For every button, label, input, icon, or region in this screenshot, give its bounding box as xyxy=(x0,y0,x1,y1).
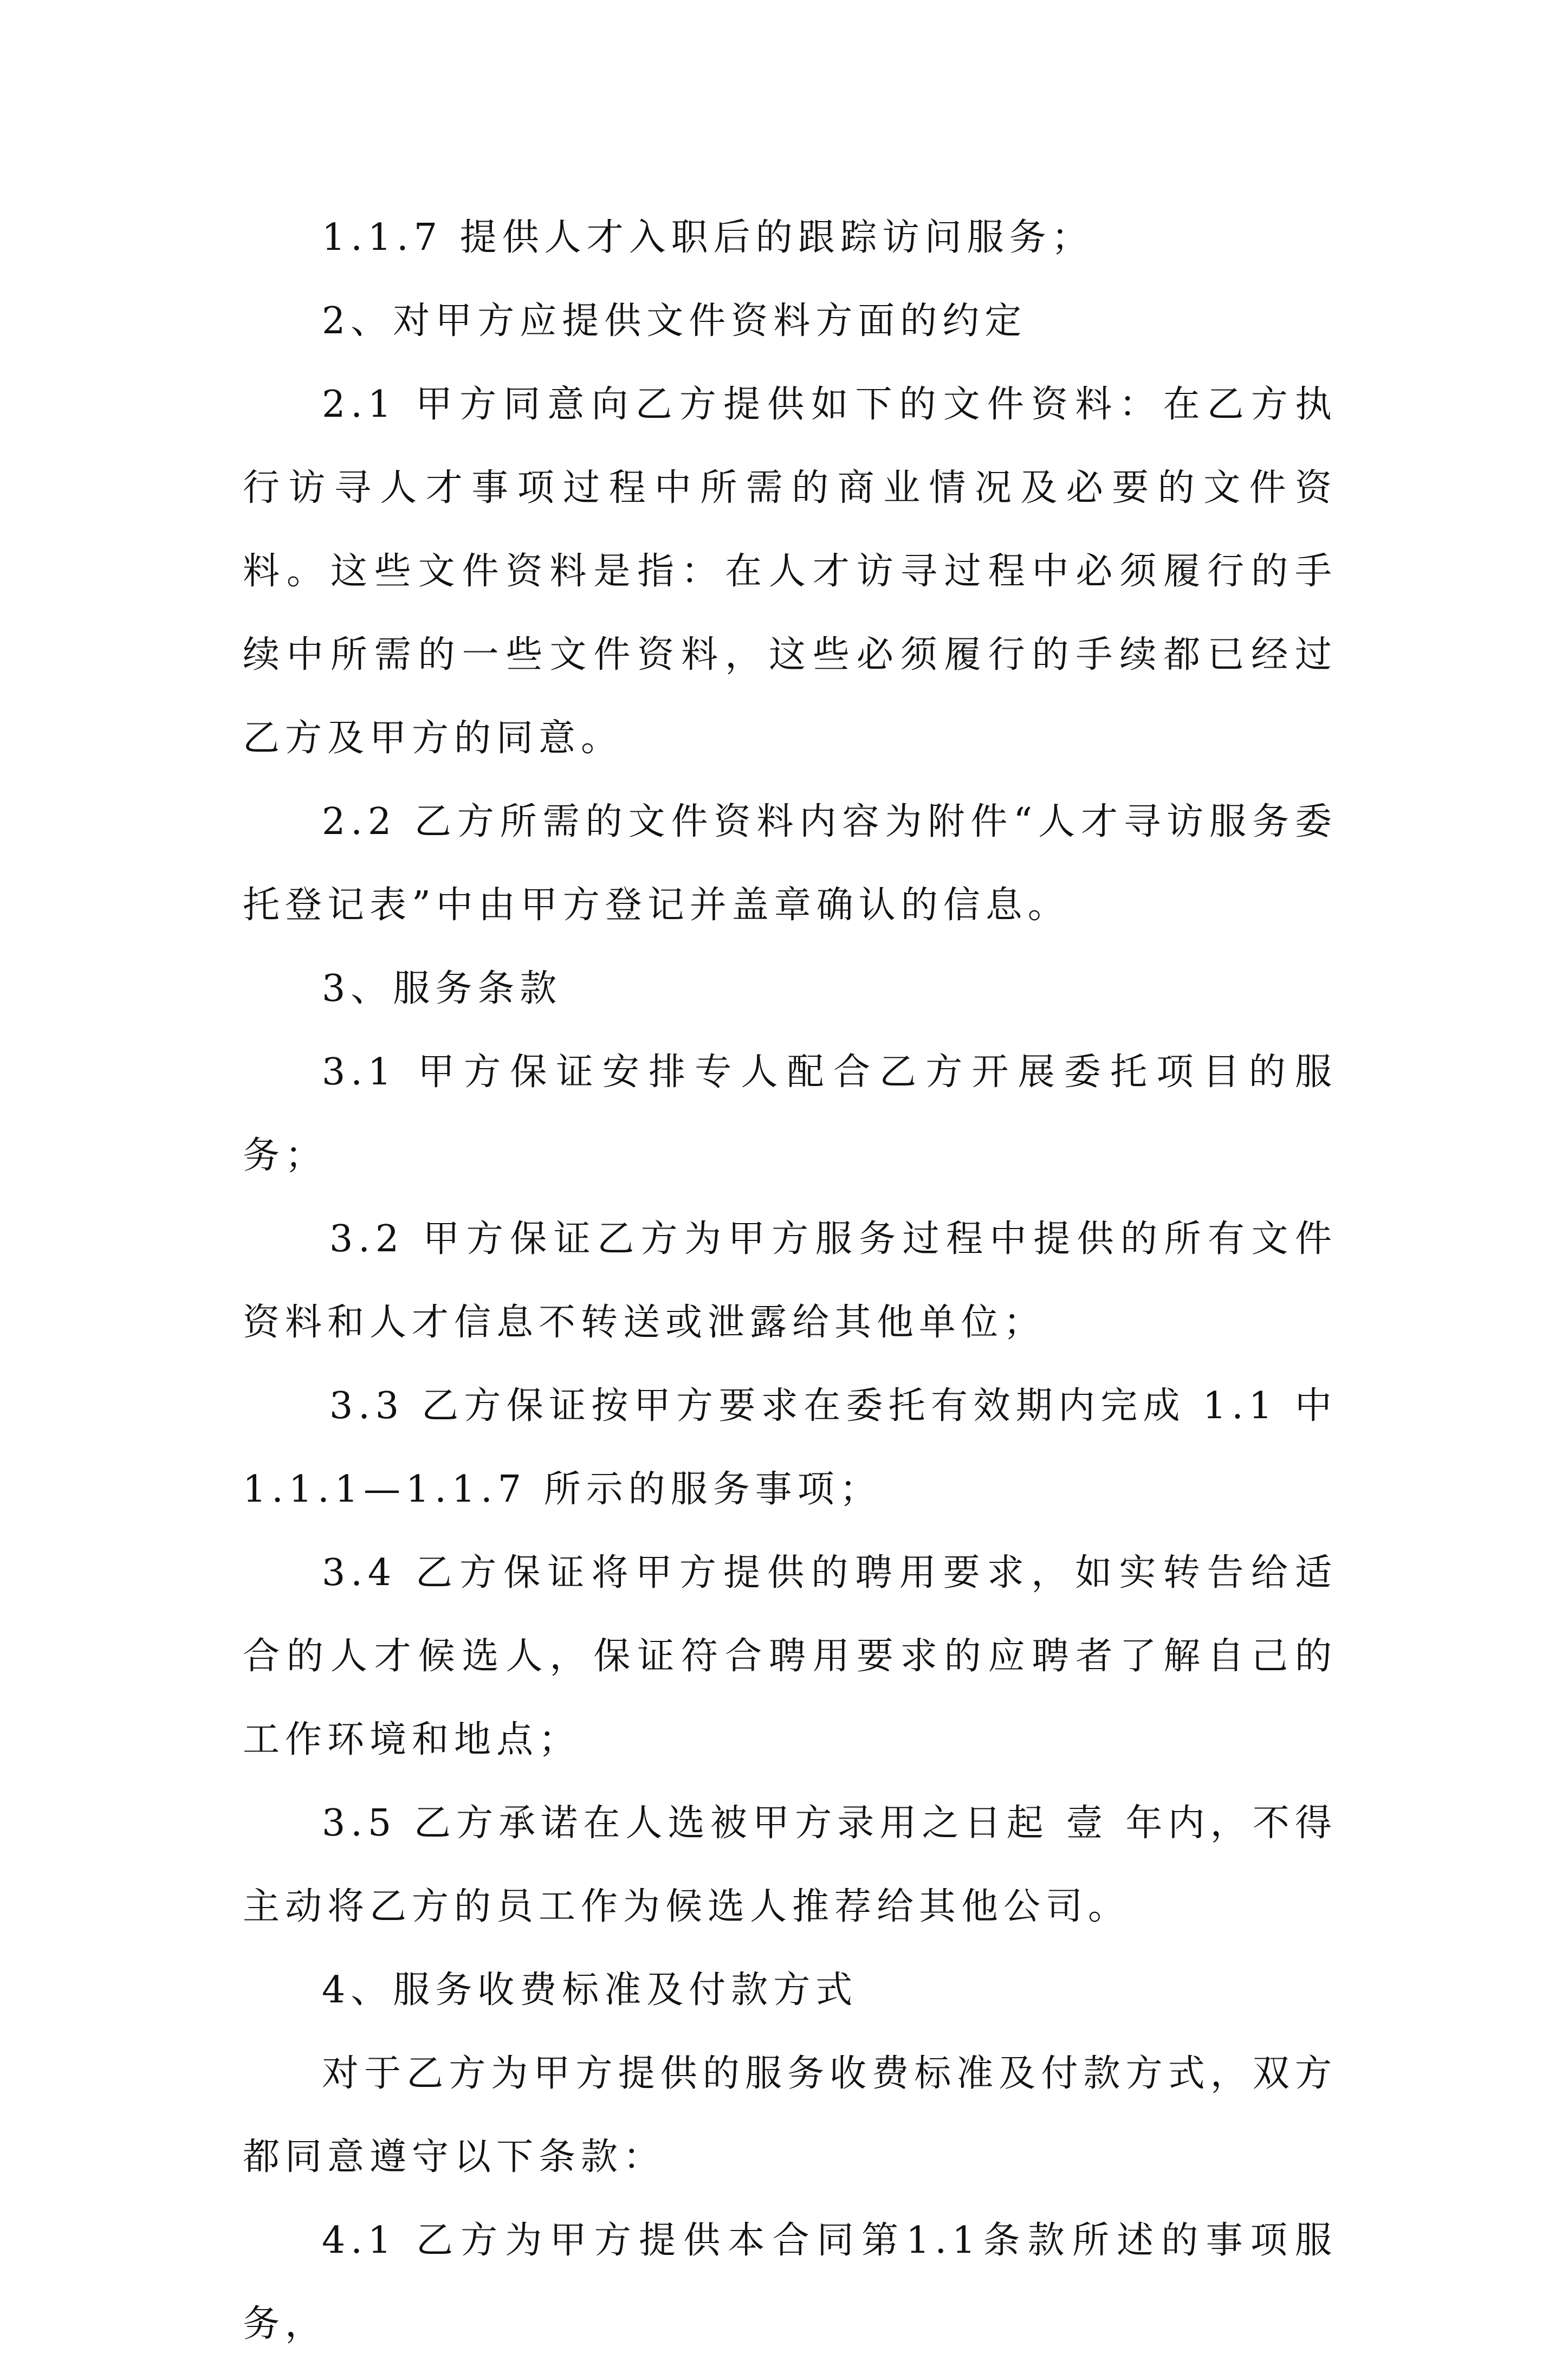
clause-3-5: 3.5 乙方承诺在人选被甲方录用之日起 壹 年内，不得主动将乙方的员工作为候选人推荐给其他公司。 xyxy=(243,1802,1337,1928)
clause-2-2: 2.2 乙方所需的文件资料内容为附件“人才寻访服务委托登记表”中由甲方登记并盖章确认的信息。 xyxy=(243,800,1337,927)
section-4-heading: 4、服务收费标准及付款方式 xyxy=(322,1969,858,2012)
section-4-intro: 对于乙方为甲方提供的服务收费标准及付款方式，双方都同意遵守以下条款： xyxy=(243,2052,1337,2178)
clause-1-1-7: 1.1.7 提供人才入职后的跟踪访问服务； xyxy=(322,216,1094,259)
clause-3-4: 3.4 乙方保证将甲方提供的聘用要求，如实转告给适合的人才候选人，保证符合聘用要求的应聘者了解自己的工作环境和地点； xyxy=(243,1552,1337,1761)
section-3-heading: 3、服务条款 xyxy=(322,967,562,1010)
clause-3-1: 3.1 甲方保证安排专人配合乙方开展委托项目的服务； xyxy=(243,1051,1337,1177)
clause-3-2: 3.2 甲方保证乙方为甲方服务过程中提供的所有文件资料和人才信息不转送或泄露给其他单位； xyxy=(243,1218,1337,1344)
document-body xyxy=(243,196,1337,2366)
clause-4-1: 4.1 乙方为甲方提供本合同第1.1条款所述的事项服务， xyxy=(243,2219,1337,2345)
clause-2-1: 2.1 甲方同意向乙方提供如下的文件资料：在乙方执行访寻人才事项过程中所需的商业情况及必要的文件资料。这些文件资料是指：在人才访寻过程中必须履行的手续中所需的一些文件资料，这些必须履行的手续都已经过乙方及甲方的同意。 xyxy=(243,383,1337,760)
clause-3-3: 3.3 乙方保证按甲方要求在委托有效期内完成 1.1 中 1.1.1—1.1.7 所示的服务事项； xyxy=(243,1385,1337,1511)
section-2-heading: 2、对甲方应提供文件资料方面的约定 xyxy=(322,300,1027,342)
